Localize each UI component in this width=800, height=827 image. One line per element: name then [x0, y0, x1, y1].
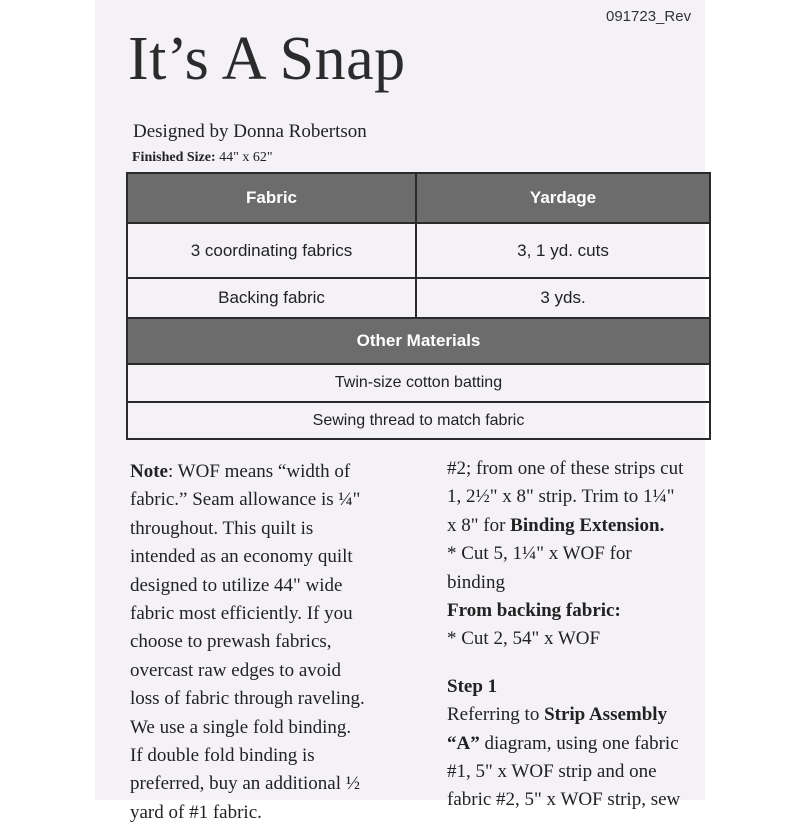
table-row [128, 403, 709, 438]
document-id: 091723_Rev [606, 8, 692, 25]
pattern-page [95, 0, 705, 823]
note-line: yard of #1 fabric. [130, 801, 262, 823]
note-column [130, 458, 365, 827]
cutting-column [447, 455, 683, 815]
finished-size [132, 150, 273, 166]
fabric-cell: Backing fabric [128, 279, 417, 317]
finished-size-value: 44" x 62" [219, 150, 273, 165]
text-line: * Cut 5, 1¼" x WOF for [447, 543, 632, 565]
note-line: Note: WOF means “width of [130, 461, 351, 482]
fabric-cell: 3 coordinating fabrics [128, 224, 417, 277]
text-line: * Cut 2, 54" x WOF [447, 628, 601, 650]
table-header-row [128, 174, 709, 224]
note-line: overcast raw edges to avoid [130, 659, 342, 681]
note-label: Note [130, 461, 168, 482]
note-line: throughout. This quilt is [130, 517, 314, 539]
header-other-materials: Other Materials [356, 331, 481, 350]
text-line: #2; from one of these strips cut [447, 458, 684, 479]
table-row [128, 365, 709, 403]
yardage-cell: 3, 1 yd. cuts [517, 240, 609, 260]
note-line: preferred, buy an additional ½ [130, 773, 361, 795]
text-line: x 8" for Binding Extension. [447, 514, 665, 536]
material-item: Twin-size cotton batting [334, 374, 503, 391]
note-line: choose to prewash fabrics, [130, 631, 332, 653]
text-line: Referring to Strip Assembly [447, 704, 668, 726]
note-line: fabric.” Seam allowance is ¼" [130, 489, 361, 511]
table-row [128, 224, 709, 279]
note-line: We use a single fold binding. [130, 716, 352, 738]
text-line: fabric #2, 5" x WOF strip, sew [447, 789, 681, 811]
designer-credit: Designed by Donna Robertson [133, 121, 367, 142]
material-item: Sewing thread to match fabric [312, 411, 525, 429]
note-line: loss of fabric through raveling. [130, 688, 365, 710]
header-fabric: Fabric [128, 174, 417, 222]
backing-heading: From backing fabric: [447, 600, 621, 622]
materials-table [126, 172, 711, 440]
yardage-cell: 3 yds. [540, 288, 586, 307]
other-materials-header [128, 319, 709, 365]
table-row [128, 279, 709, 319]
binding-extension-label: Binding Extension. [510, 514, 665, 536]
text-line: 1, 2½" x 8" strip. Trim to 1¼" [447, 486, 675, 508]
step-heading: Step 1 [447, 675, 498, 697]
page-title: It’s A Snap [128, 25, 406, 93]
note-line: intended as an economy quilt [130, 546, 353, 568]
note-line: If double fold binding is [130, 745, 315, 767]
text-line: “A” diagram, using one fabric [447, 732, 679, 754]
finished-size-label: Finished Size: [132, 150, 216, 165]
header-yardage: Yardage [529, 188, 597, 207]
note-line: designed to utilize 44" wide [130, 574, 343, 596]
strip-assembly-label: Strip Assembly [544, 704, 668, 726]
note-line: fabric most efficiently. If you [130, 603, 353, 625]
text-line: binding [447, 571, 506, 593]
text-line: #1, 5" x WOF strip and one [447, 761, 657, 783]
